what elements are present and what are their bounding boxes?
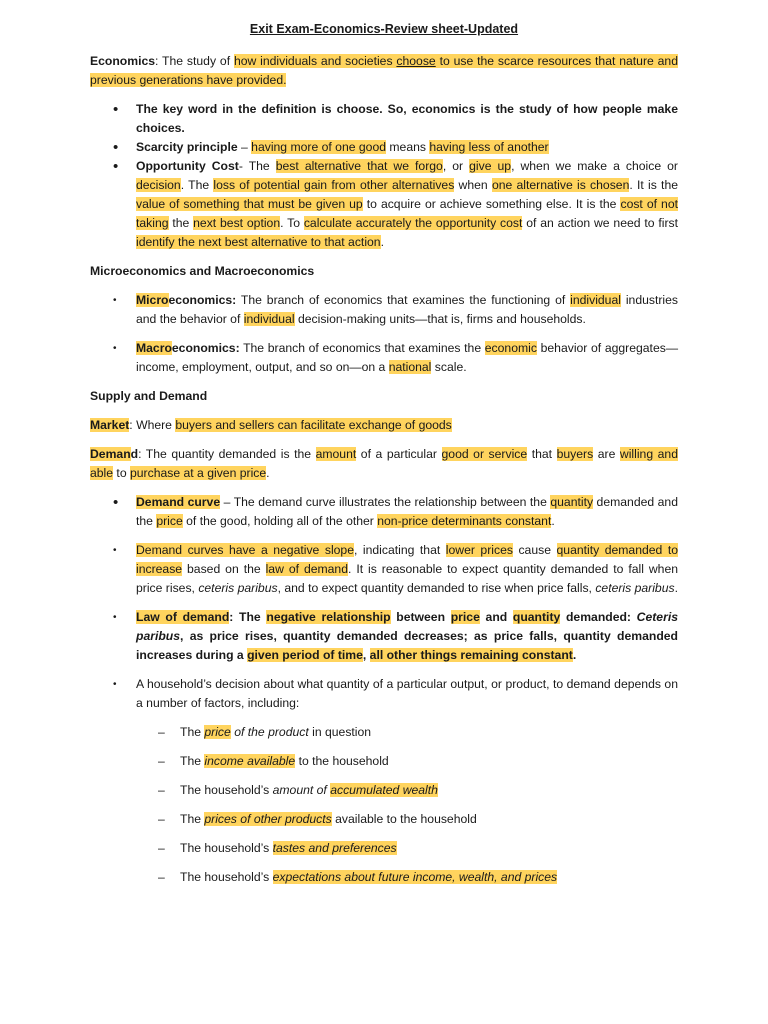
list-item: • Macroeconomics: The branch of economics that examines the economic behavior of aggregates—income, employment, output, and so on—on a national scale. xyxy=(90,339,678,377)
list-item: – The household’s expectations about future income, wealth, and prices xyxy=(90,868,678,887)
list-item: • Demand curve – The demand curve illustrates the relationship between the quantity demanded and the price of the good, holding all of the other non-price determinants constant. xyxy=(90,493,678,531)
section-heading-supply-demand: Supply and Demand xyxy=(90,389,208,403)
market-definition: Market: Where buyers and sellers can facilitate exchange of goods xyxy=(90,418,452,432)
demand-bullets-continued xyxy=(90,541,678,713)
list-item: – The household’s amount of accumulated wealth xyxy=(90,781,678,800)
list-item: • The key word in the definition is choose. So, economics is the study of how people make choices. xyxy=(90,100,678,138)
list-item: • Microeconomics: The branch of economics that examines the functioning of individual industries and the behavior of individual decision-making units—that is, firms and households. xyxy=(90,291,678,329)
demand-bullets xyxy=(90,493,678,531)
list-item: • Law of demand: The negative relationship between price and quantity demanded: Ceteris paribus, as price rises, quantity demanded decreases; as price falls, quantity demanded increases during a given period of time, all other things remaining constant. xyxy=(90,608,678,665)
list-item: – The household’s tastes and preferences xyxy=(90,839,678,858)
list-item: – The price of the product in question xyxy=(90,723,678,742)
term-economics: Economics xyxy=(90,54,156,68)
list-item: – The prices of other products available to the household xyxy=(90,810,678,829)
list-item: • Opportunity Cost- The best alternative that we forgo, or give up, when we make a choice or decision. The loss of potential gain from other alternatives when one alternative is chosen. It is the value of something that must be given up to acquire or achieve something else. It is the cost of not taking the next best option. To calculate accurately the opportunity cost of an action we need to first identify the next best alternative to that action. xyxy=(90,157,678,252)
economics-definition: Economics: The study of how individuals and societies choose to use the scarce resources that nature and previous generations have provided. xyxy=(90,54,678,87)
list-item: – The income available to the household xyxy=(90,752,678,771)
highlight: choose xyxy=(396,54,436,68)
section-heading-micro-macro: Microeconomics and Macroeconomics xyxy=(90,264,315,278)
economics-bullets xyxy=(90,100,678,252)
list-item: • Scarcity principle – having more of one good means having less of another xyxy=(90,138,678,157)
list-item: • A household’s decision about what quantity of a particular output, or product, to demand depends on a number of factors, including: xyxy=(90,675,678,713)
micro-macro-bullets xyxy=(90,291,678,377)
highlight: to use the scarce resources that nature and previous generations have provided. xyxy=(90,54,678,87)
demand-factors-list xyxy=(90,723,678,887)
demand-definition: Demand: The quantity demanded is the amount of a particular good or service that buyers are willing and able to purchase at a given price. xyxy=(90,447,678,480)
page-title: Exit Exam-Economics-Review sheet-Updated xyxy=(249,22,519,36)
list-item: • Demand curves have a negative slope, indicating that lower prices cause quantity demanded to increase based on the law of demand. It is reasonable to expect quantity demanded to fall when price rises, ceteris paribus, and to expect quantity demanded to rise when price falls, ceteris paribus. xyxy=(90,541,678,598)
highlight: how individuals and societies xyxy=(233,54,397,68)
